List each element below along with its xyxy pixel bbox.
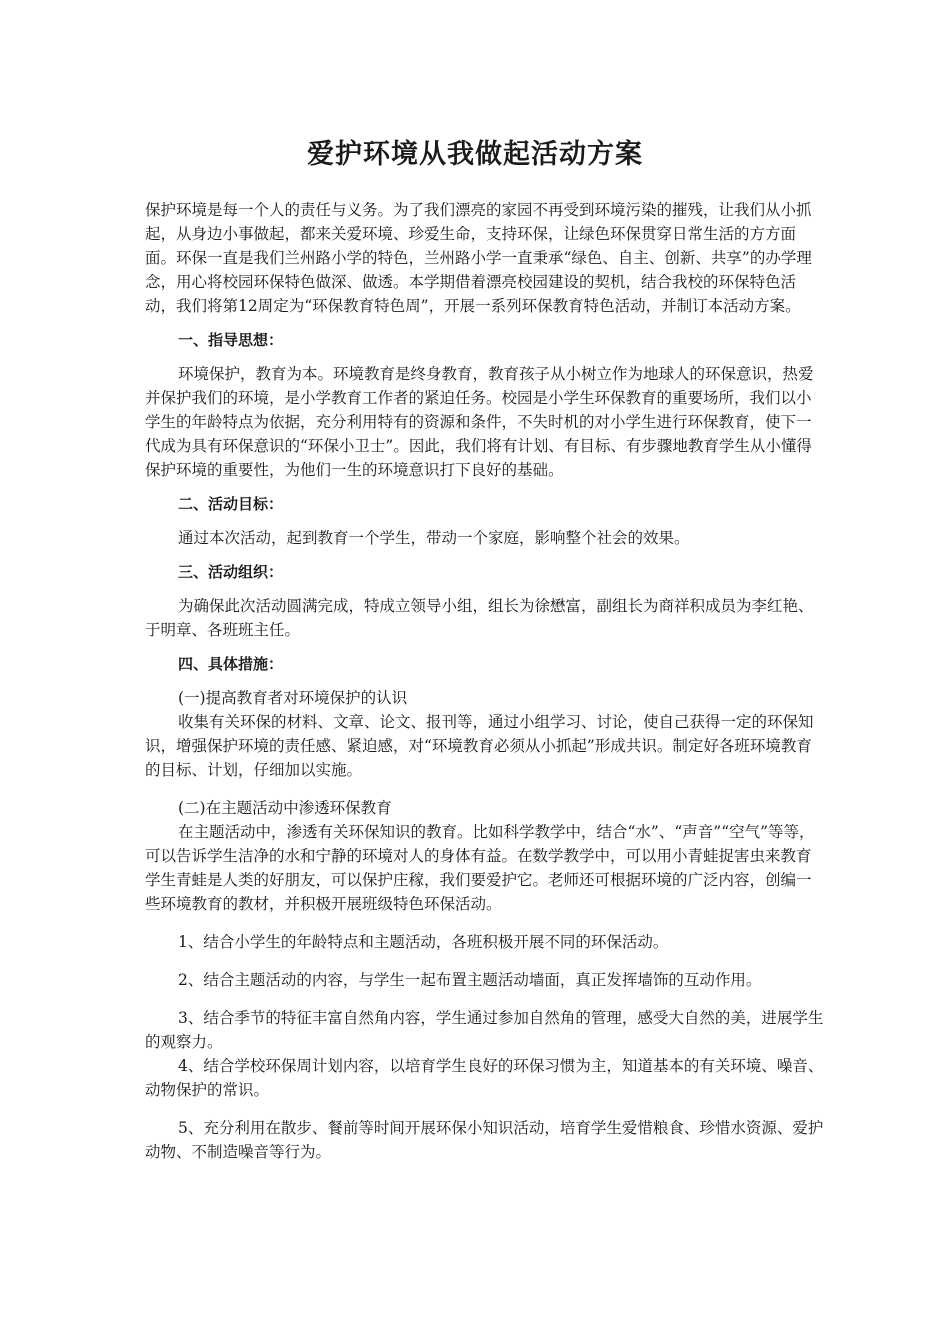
section-heading-organization: 三、活动组织： — [178, 563, 284, 581]
subsection-heading-2: (二)在主题活动中渗透环保教育 — [178, 799, 392, 817]
measure-item-3: 3、结合季节的特征丰富自然角内容，学生通过参加自然角的管理，感受大自然的美，进展学生的观察力。 — [145, 1009, 824, 1051]
section-guiding-ideology-text: 环境保护，教育为本。环境教育是终身教育，教育孩子从小树立作为地球人的环保意识，热爱并保护我们的环境，是小学教育工作者的紧迫任务。校园是小学生环保教育的重要场所，我们以小学生的年龄特点为依据，充分利用特有的资源和条件，不失时机的对小学生进行环保教育，使下一代成为具有环保意识的“环保小卫士”。因此，我们将有计划、有目标、有步骤地教育学生从小懂得保护环境的重要性，为他们一生的环境意识打下良好的基础。 — [145, 365, 814, 479]
measure-item-1: 1、结合小学生的年龄特点和主题活动，各班积极开展不同的环保活动。 — [178, 933, 669, 951]
section-heading-measures: 四、具体措施： — [178, 655, 284, 673]
measure-item-2: 2、结合主题活动的内容，与学生一起布置主题活动墙面，真正发挥墙饰的互动作用。 — [178, 971, 762, 989]
document-body — [145, 198, 825, 1164]
measure-item-5: 5、充分利用在散步、餐前等时间开展环保小知识活动，培育学生爱惜粮食、珍惜水资源、爱护动物、不制造噪音等行为。 — [145, 1119, 824, 1161]
intro-paragraph: 保护环境是每一个人的责任与义务。为了我们漂亮的家园不再受到环境污染的摧残，让我们从小抓起，从身边小事做起，都来关爱环境、珍爱生命，支持环保，让绿色环保贯穿日常生活的方方面面。环保一直是我们兰州路小学的特色，兰州路小学一直秉承“绿色、自主、创新、共享”的办学理念，用心将校园环保特色做深、做透。本学期借着漂亮校园建设的契机，结合我校的环保特色活动，我们将第12周定为“环保教育特色周”，开展一系列环保教育特色活动，并制订本活动方案。 — [145, 201, 812, 315]
section-organization-text: 为确保此次活动圆满完成，特成立领导小组，组长为徐懋富，副组长为商祥积成员为李红艳、于明章、各班班主任。 — [145, 597, 814, 639]
subsection-text-2: 在主题活动中，渗透有关环保知识的教育。比如科学教学中，结合“水”、“声音”“空气”等等，可以告诉学生洁净的水和宁静的环境对人的身体有益。在数学教学中，可以用小青蛙捉害虫来教育学生青蛙是人类的好朋友，可以保护庄稼，我们要爱护它。老师还可根据环境的广泛内容，创编一些环境教育的教材，并积极开展班级特色环保活动。 — [145, 823, 815, 913]
subsection-heading-1: (一)提高教育者对环境保护的认识 — [178, 689, 408, 707]
section-heading-guiding-ideology: 一、指导思想： — [178, 331, 284, 349]
section-heading-activity-goal: 二、活动目标： — [178, 495, 284, 513]
measure-item-4: 4、结合学校环保周计划内容，以培育学生良好的环保习惯为主，知道基本的有关环境、噪音、动物保护的常识。 — [145, 1057, 824, 1099]
subsection-text-1: 收集有关环保的材料、文章、论文、报刊等，通过小组学习、讨论，使自己获得一定的环保知识，增强保护环境的责任感、紧迫感，对“环境教育必须从小抓起”形成共识。制定好各班环境教育的目标、计划，仔细加以实施。 — [145, 713, 814, 779]
document-title: 爱护环境从我做起活动方案 — [307, 139, 643, 170]
section-activity-goal-text: 通过本次活动，起到教育一个学生，带动一个家庭，影响整个社会的效果。 — [178, 529, 690, 547]
